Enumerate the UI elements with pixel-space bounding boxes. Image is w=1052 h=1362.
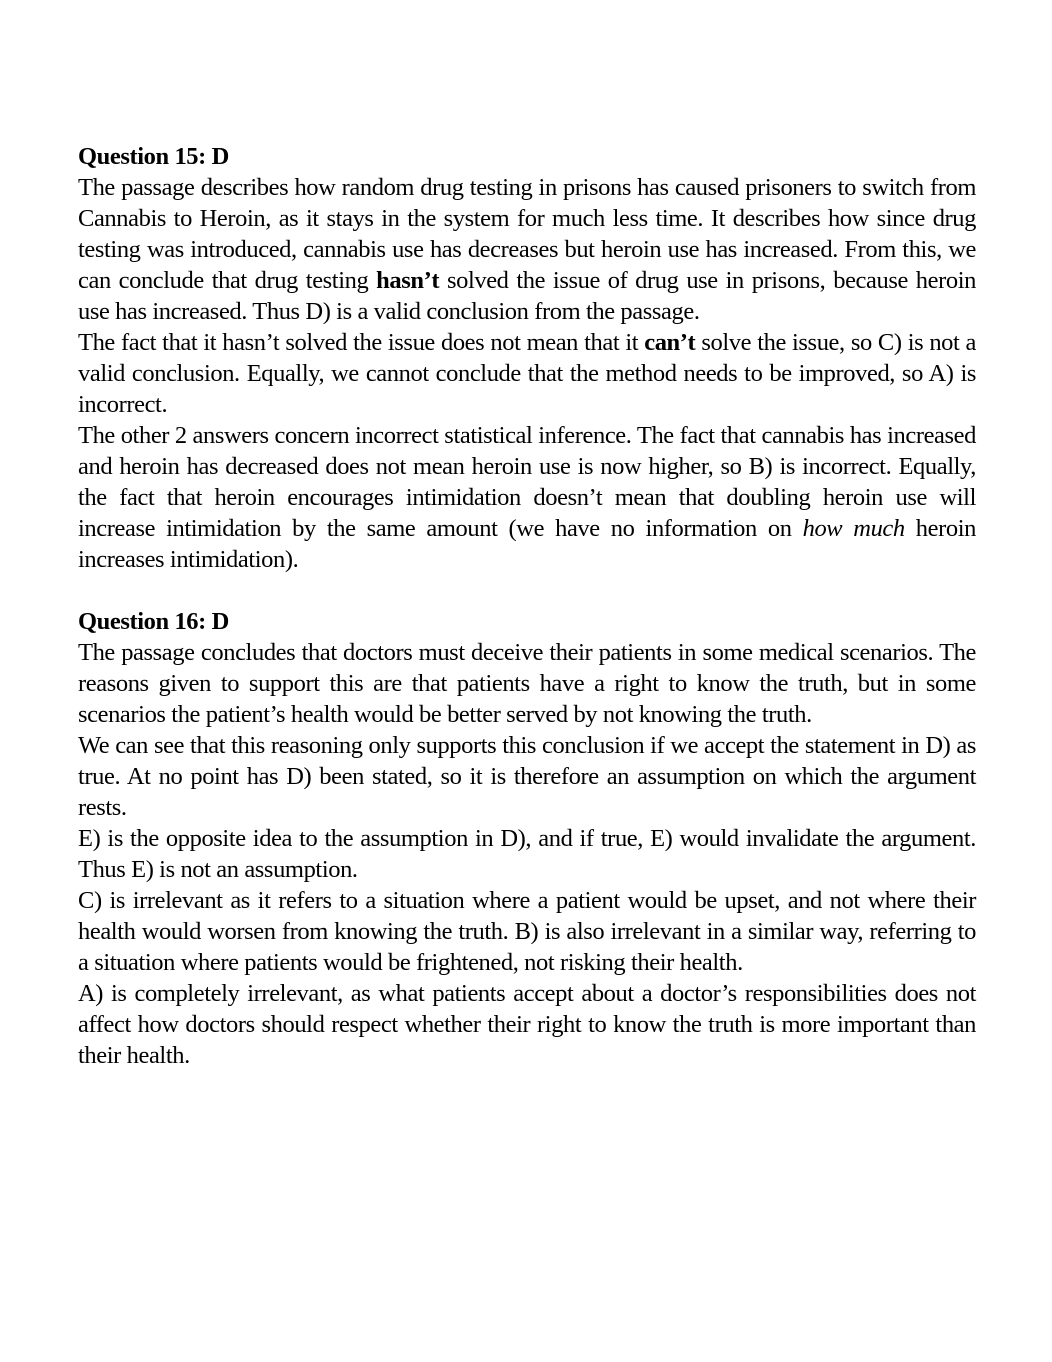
- q15-p3-text-a: The other 2 answers concern incorrect statistical inference. The fact that cannabis has increased and heroin has decreased does not mean heroin use is now higher, so B) is incorrect. Equally, the fact that heroin encourages intimidation doesn’t mean that doubling heroin use will increase intimidation by the same amount (we have no information on: [78, 422, 976, 542]
- q15-p3-italic: how much: [802, 515, 905, 542]
- q15-p1-text-b: solved the issue of drug use in prisons, because heroin use has increased. Thus D) is a valid conclusion from the passage.: [78, 267, 976, 325]
- question-16-paragraph-5: A) is completely irrelevant, as what patients accept about a doctor’s responsibilities does not affect how doctors should respect whether their right to know the truth is more important than their health.: [78, 980, 976, 1069]
- question-16-heading: Question 16: D: [78, 608, 229, 635]
- document-page: [78, 141, 976, 1102]
- q15-p1-text-a: The passage describes how random drug testing in prisons has caused prisoners to switch from Cannabis to Heroin, as it stays in the system for much less time. It describes how since drug testing was introduced, cannabis use has decreases but heroin use has increased. From this, we can conclude that drug testing: [78, 174, 976, 294]
- q15-p2-bold: can’t: [644, 329, 696, 356]
- question-15-section: [78, 141, 976, 575]
- question-15-paragraph-3: [78, 420, 976, 575]
- q15-p2-text-a: The fact that it hasn’t solved the issue does not mean that it: [78, 329, 645, 356]
- question-16-paragraph-4: C) is irrelevant as it refers to a situation where a patient would be upset, and not where their health would worsen from knowing the truth. B) is also irrelevant in a similar way, referring to a situation where patients would be frightened, not risking their health.: [78, 887, 976, 976]
- question-15-paragraph-1: [78, 172, 976, 327]
- question-16-section: [78, 606, 976, 1071]
- question-16-paragraph-3: E) is the opposite idea to the assumption in D), and if true, E) would invalidate the argument. Thus E) is not an assumption.: [78, 825, 976, 883]
- question-16-paragraph-2: We can see that this reasoning only supports this conclusion if we accept the statement in D) as true. At no point has D) been stated, so it is therefore an assumption on which the argument rests.: [78, 732, 976, 821]
- question-16-paragraph-1: The passage concludes that doctors must deceive their patients in some medical scenarios. The reasons given to support this are that patients have a right to know the truth, but in some scenarios the patient’s health would be better served by not knowing the truth.: [78, 639, 976, 728]
- q15-p3-text-b: heroin increases intimidation).: [78, 515, 976, 573]
- q15-p2-text-b: solve the issue, so C) is not a valid conclusion. Equally, we cannot conclude that the method needs to be improved, so A) is incorrect.: [78, 329, 976, 418]
- question-15-heading: Question 15: D: [78, 143, 229, 170]
- question-15-paragraph-2: [78, 327, 976, 420]
- q15-p1-bold: hasn’t: [376, 267, 440, 294]
